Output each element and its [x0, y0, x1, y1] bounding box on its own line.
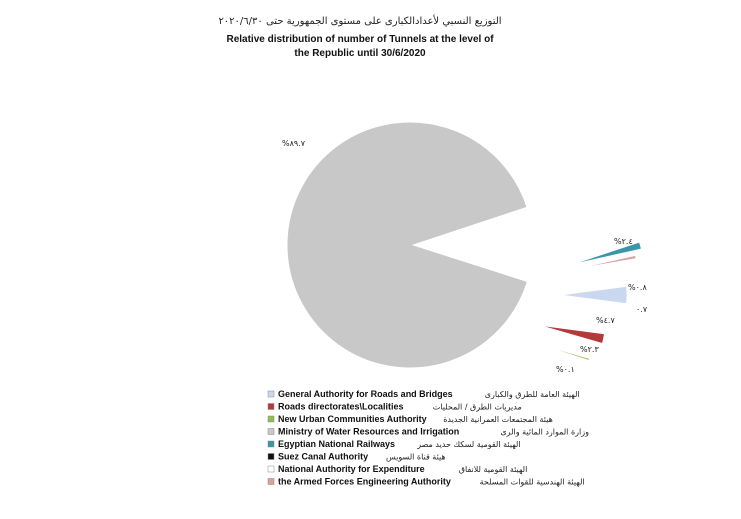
pie-label-7: %٠.٨	[628, 283, 647, 292]
legend-label-en-4: Egyptian National Railways	[278, 439, 396, 449]
legend-label-en-7: the Armed Forces Engineering Authority	[278, 476, 451, 487]
legend	[268, 389, 589, 487]
legend-label-ar-2: هيئة المجتمعات العمرانية الجديدة	[443, 415, 553, 424]
pie-label-6: ٠.٧	[636, 305, 648, 314]
legend-swatch-2	[268, 416, 274, 422]
legend-label-ar-7: الهيئة الهندسية للقوات المسلحة	[479, 477, 585, 487]
legend-label-ar-6: الهيئة القومية للانفاق	[458, 465, 528, 474]
chart-title-english-line2: the Republic until 30/6/2020	[294, 48, 426, 59]
legend-label-ar-1: مديريات الطرق / المحليات	[432, 402, 522, 412]
legend-swatch-1	[268, 404, 274, 410]
legend-label-en-3: Ministry of Water Resources and Irrigation	[278, 426, 460, 437]
legend-label-en-6: National Authority for Expenditure	[278, 464, 425, 474]
pie-label-2: %٠.١	[556, 365, 575, 374]
pie-label-1: %٢.٣	[580, 345, 599, 354]
legend-label-en-2: New Urban Communities Authority	[278, 414, 427, 424]
chart-title-english-line1: Relative distribution of number of Tunnels at the level of	[226, 34, 494, 45]
legend-swatch-4	[268, 441, 274, 447]
legend-label-ar-3: وزارة الموارد المائية والرى	[500, 427, 589, 437]
pie-slices	[288, 123, 641, 367]
legend-label-en-5: Suez Canal Authority	[278, 451, 369, 462]
legend-label-ar-4: الهيئة القومية لسكك حديد مصر	[417, 440, 521, 449]
pie-label-3: %٨٩.٧	[282, 139, 306, 148]
legend-label-ar-5: هيئة قناة السويس	[386, 452, 446, 462]
pie-label-0: %٤.٧	[596, 316, 615, 325]
legend-swatch-5	[268, 454, 274, 460]
legend-label-en-1: Roads directorates\Localities	[278, 401, 404, 412]
legend-swatch-0	[268, 391, 274, 397]
pie-slice-1	[538, 325, 605, 344]
pie-slice-3	[288, 123, 526, 367]
pie-label-4: %٢.٤	[614, 237, 633, 246]
legend-swatch-7	[268, 479, 274, 485]
chart-title-arabic: التوزيع النسبي لأعدادالكبارى على مستوى الجمهورية حتى ٢٠٢٠/٦/٣٠	[218, 16, 502, 27]
legend-label-en-0: General Authority for Roads and Bridges	[278, 389, 453, 399]
pie-slice-0	[560, 286, 627, 303]
legend-swatch-3	[268, 429, 274, 435]
legend-swatch-6	[268, 466, 274, 472]
legend-label-ar-0: الهيئة العامة للطرق والكبارى	[484, 390, 580, 399]
